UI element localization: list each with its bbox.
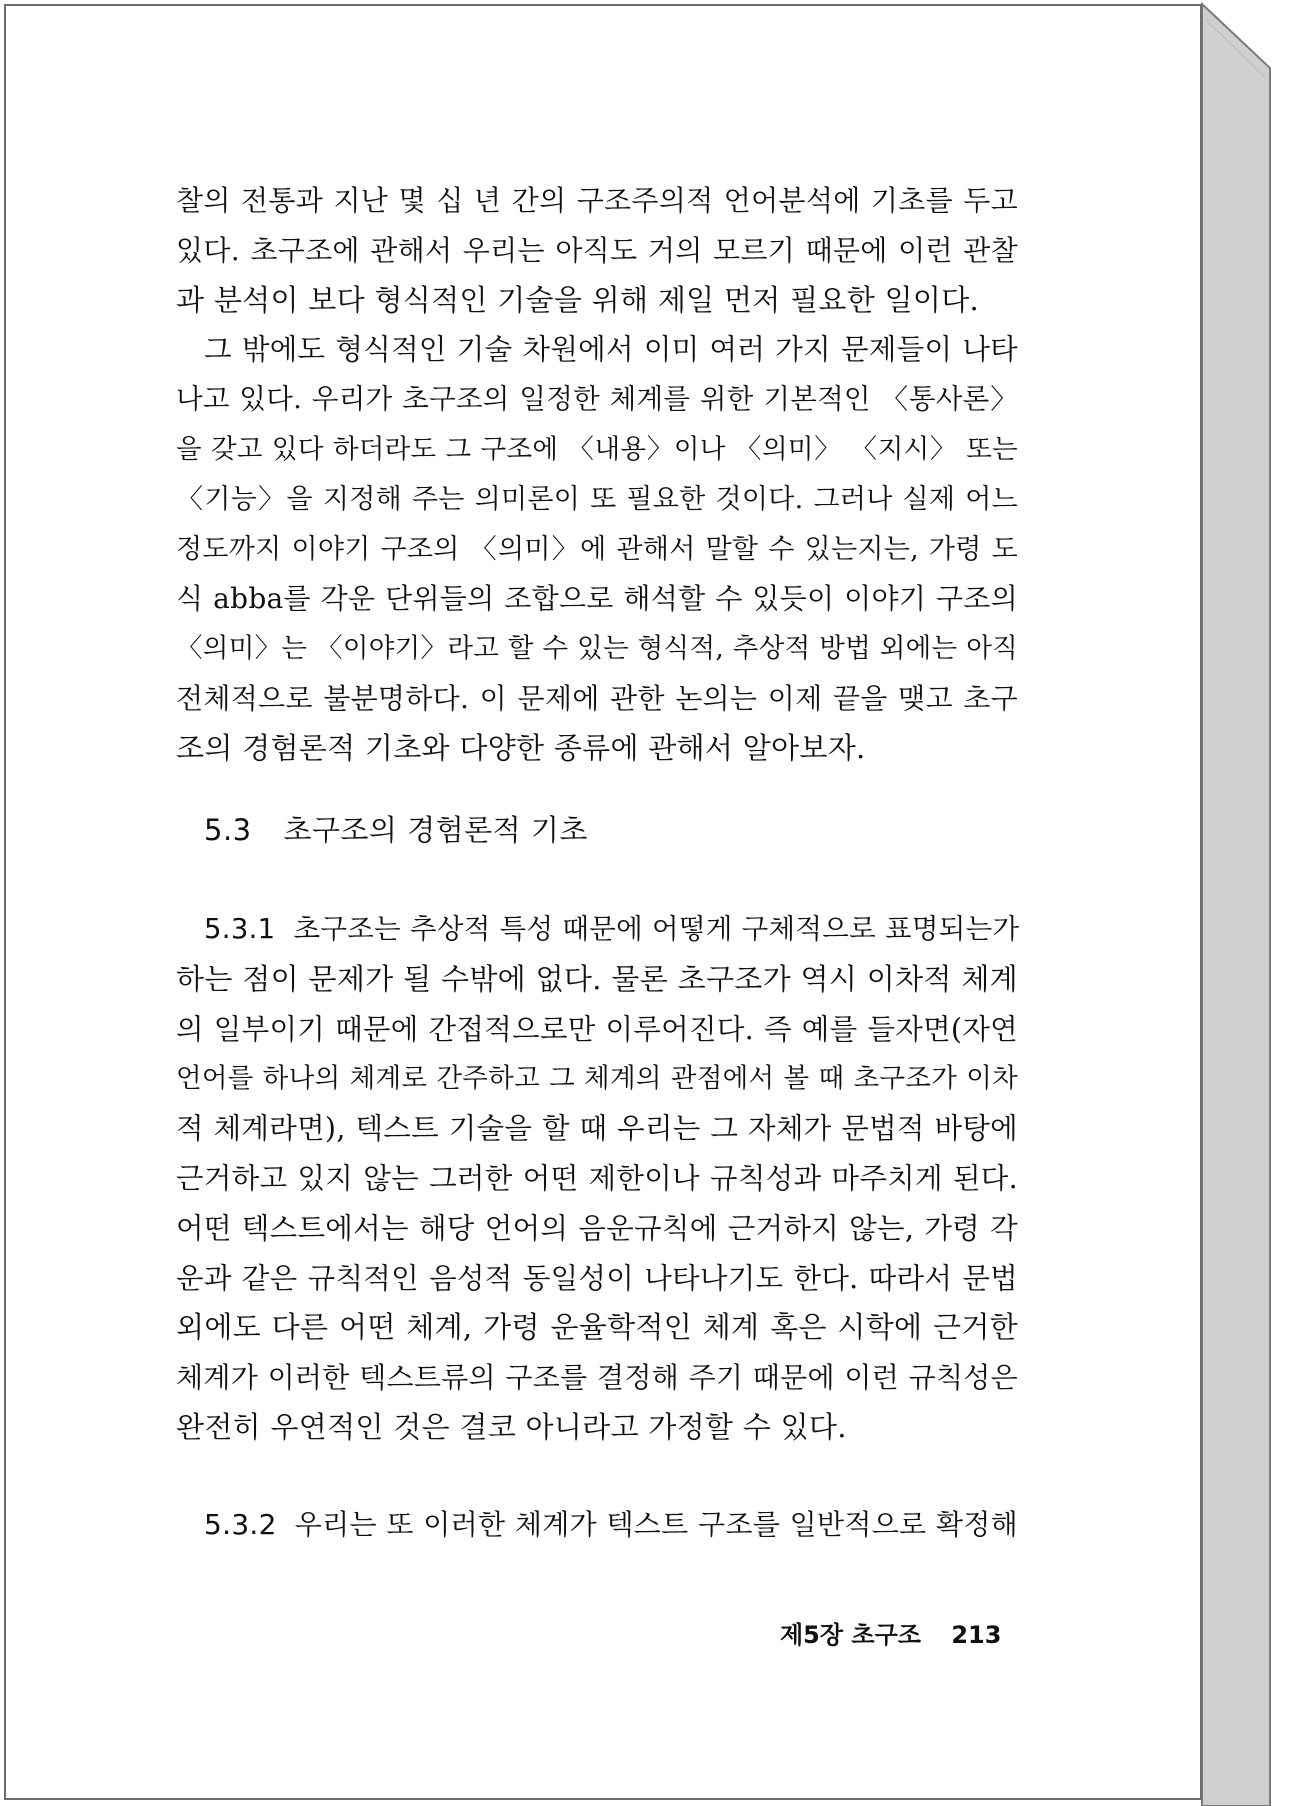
text-line: 과 분석이 보다 형식적인 기술을 위해 제일 먼저 필요한 일이다. <box>176 282 980 317</box>
section-title: 초구조의 경험론적 기초 <box>283 813 588 847</box>
body-paragraph <box>176 325 1018 773</box>
text-line: 근거하고 있지 않는 그러한 어떤 제한이나 규칙성과 마주치게 된다. <box>176 1161 1018 1195</box>
chapter-label: 제5장 초구조 <box>780 1621 921 1649</box>
text-line: 을 갖고 있다 하더라도 그 구조에 〈내용〉이나 〈의미〉 〈지시〉 또는 <box>176 433 1018 465</box>
text-line: 〈기능〉을 지정해 주는 의미론이 또 필요한 것이다. 그러나 실제 어느 <box>176 483 1018 515</box>
subsection-first-line <box>176 1500 1018 1550</box>
subsection-first-line <box>176 905 1018 955</box>
text-line: 언어를 하나의 체계로 간주하고 그 체계의 관점에서 볼 때 초구조가 이차 <box>176 1063 1018 1095</box>
text-line: 〈의미〉는 〈이야기〉라고 할 수 있는 형식적, 추상적 방법 외에는 아직 <box>176 633 1018 665</box>
text-line: 정도까지 이야기 구조의 〈의미〉에 관해서 말할 수 있는지는, 가령 도 <box>176 533 1018 565</box>
section-number: 5.3 <box>204 813 252 847</box>
text-line: 찰의 전통과 지난 몇 십 년 간의 구조주의적 언어분석에 기초를 두고 <box>176 184 1018 217</box>
page-number: 213 <box>951 1621 1002 1649</box>
subsection-number: 5.3.1 <box>204 913 276 945</box>
text-line: 식 abba를 각운 단위들의 조합으로 해석할 수 있듯이 이야기 구조의 <box>176 582 1018 616</box>
text-line: 그 밖에도 형식적인 기술 차원에서 이미 여러 가지 문제들이 나타 <box>204 333 1018 367</box>
text-line: 의 일부이기 때문에 간접적으로만 이루어진다. 즉 예를 들자면(자연 <box>176 1012 1018 1046</box>
subsection-number: 5.3.2 <box>204 1508 277 1541</box>
subsection-first-text: 초구조는 추상적 특성 때문에 어떻게 구체적으로 표명되는가 <box>293 913 1020 945</box>
intro-paragraph <box>176 176 1018 325</box>
text-line: 어떤 텍스트에서는 해당 언어의 음운규칙에 근거하지 않는, 가령 각 <box>176 1211 1018 1245</box>
subsection-first-text: 우리는 또 이러한 체계가 텍스트 구조를 일반적으로 확정해 <box>294 1508 1018 1541</box>
text-line: 있다. 초구조에 관해서 우리는 아직도 거의 모르기 때문에 이런 관찰 <box>176 233 1018 267</box>
section-heading <box>204 808 588 849</box>
subsection-5-3-1 <box>176 905 1018 1453</box>
text-line: 나고 있다. 우리가 초구조의 일정한 체계를 위한 기본적인 〈통사론〉 <box>176 383 1018 416</box>
text-line: 체계가 이러한 텍스트류의 구조를 결정해 주기 때문에 이런 규칙성은 <box>176 1361 1018 1395</box>
text-line: 운과 같은 규칙적인 음성적 동일성이 나타나기도 한다. 따라서 문법 <box>176 1261 1018 1295</box>
text-line: 전체적으로 불분명하다. 이 문제에 관한 논의는 이제 끝을 맺고 초구 <box>176 681 1018 715</box>
text-line: 외에도 다른 어떤 체계, 가령 운율학적인 체계 혹은 시학에 근거한 <box>176 1310 1018 1345</box>
page-footer <box>780 1615 1001 1650</box>
text-line: 적 체계라면), 텍스트 기술을 할 때 우리는 그 자체가 문법적 바탕에 <box>176 1112 1018 1146</box>
text-line: 완전히 우연적인 것은 결코 아니라고 가정할 수 있다. <box>176 1409 847 1444</box>
text-line: 조의 경험론적 기초와 다양한 종류에 관해서 알아보자. <box>176 730 866 765</box>
subsection-5-3-2 <box>176 1500 1018 1550</box>
text-line: 하는 점이 문제가 될 수밖에 없다. 물론 초구조가 역시 이차적 체계 <box>176 961 1018 996</box>
